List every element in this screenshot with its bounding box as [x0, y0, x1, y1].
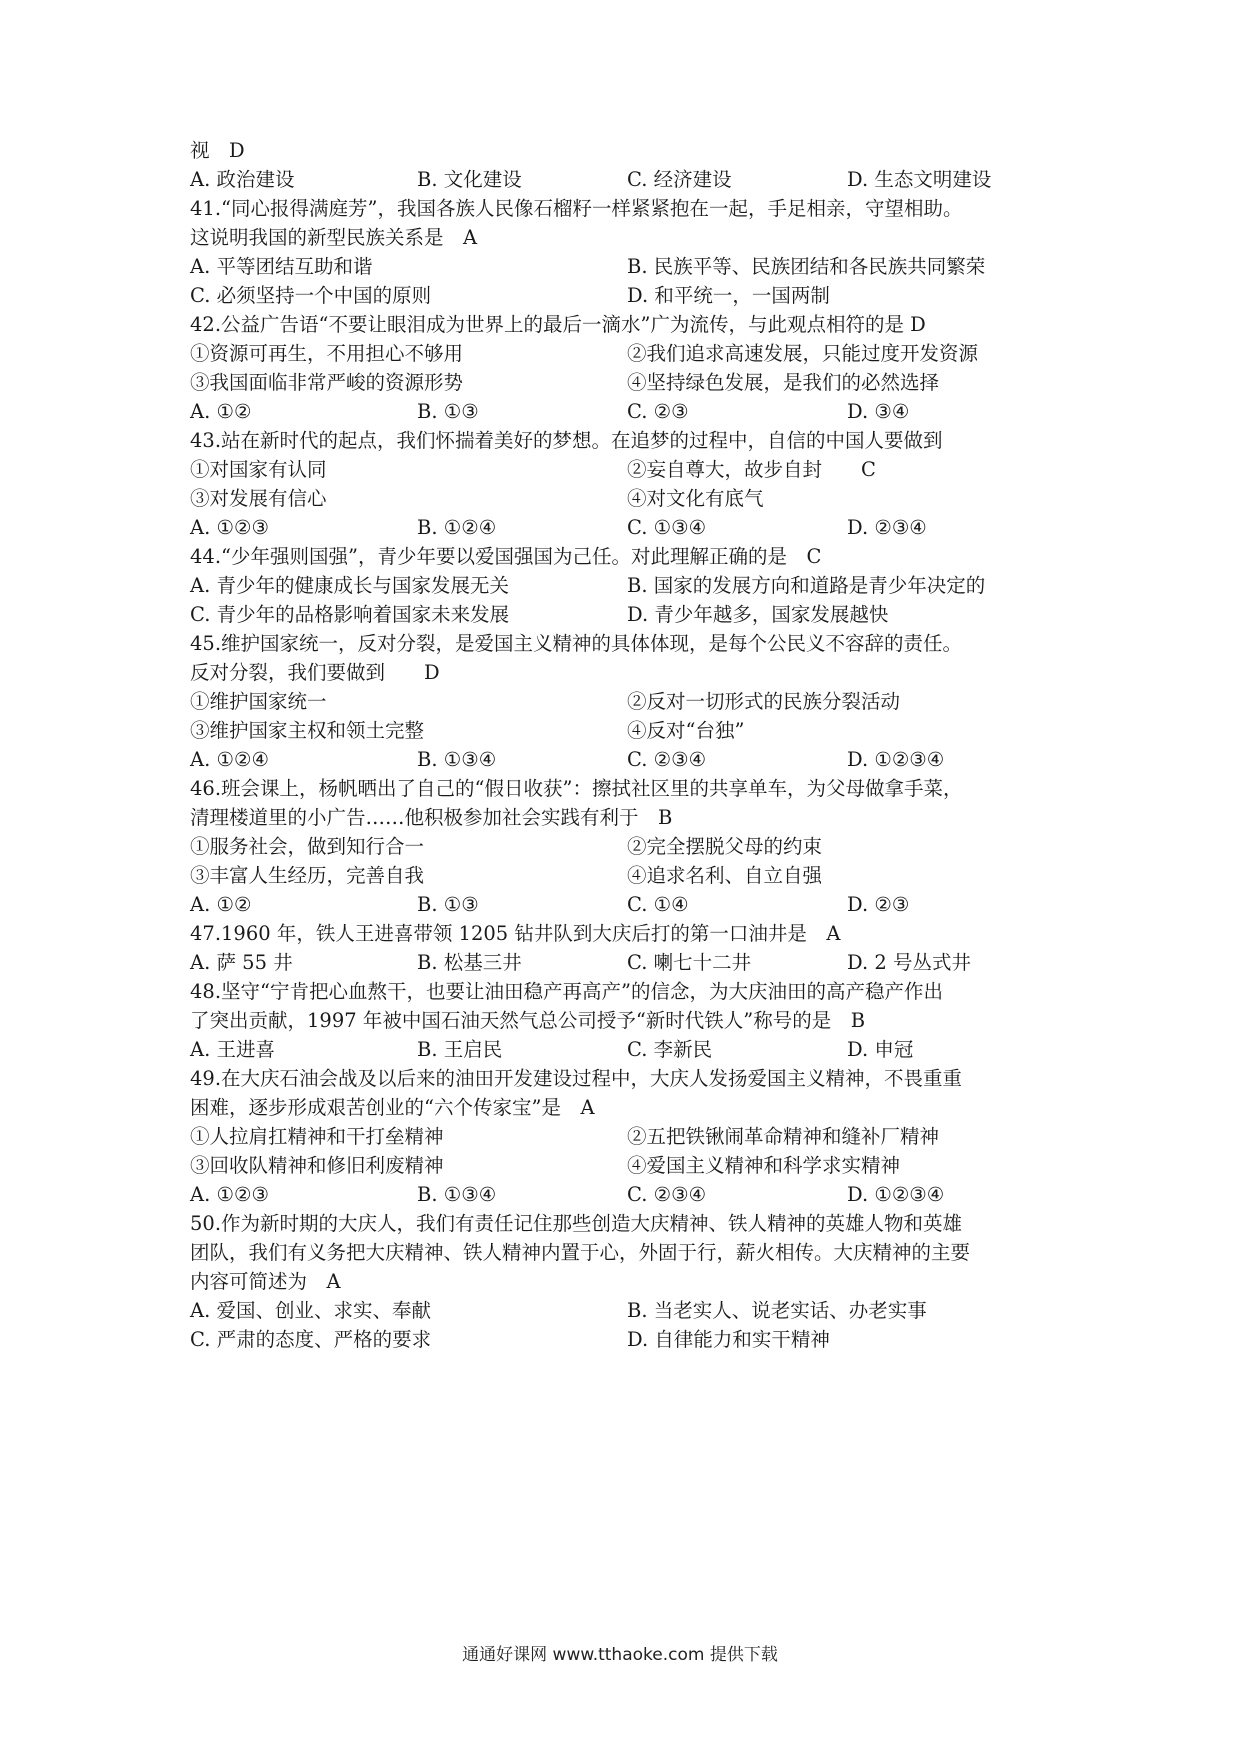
option-text: D. 自律能力和实干精神: [627, 1328, 830, 1351]
option-text: ①维护国家统一: [190, 690, 327, 713]
question-text: 47.1960 年，铁人王进喜带领 1205 钻井队到大庆后打的第一口油井是 A: [190, 922, 841, 945]
text-line: [190, 1093, 1070, 1123]
option-text: B. 王启民: [417, 1038, 503, 1061]
option-text: ③回收队精神和修旧利废精神: [190, 1154, 444, 1177]
question-text: 41.“同心报得满庭芳”，我国各族人民像石榴籽一样紧紧抱在一起，手足相亲，守望相助。: [190, 197, 963, 220]
text-line: [190, 1035, 1070, 1065]
text-line: [190, 1064, 1070, 1094]
option-text: B. 当老实人、说老实话、办老实事: [627, 1299, 927, 1322]
text-line: [190, 629, 1070, 659]
option-text: B. ①②④: [417, 516, 497, 539]
question-text: 视 D: [190, 139, 245, 162]
text-line: [190, 1180, 1070, 1210]
option-text: D. ①②③④: [847, 1183, 945, 1206]
text-line: [190, 716, 1070, 746]
option-text: ④对文化有底气: [627, 487, 764, 510]
text-line: [190, 919, 1070, 949]
text-line: [190, 484, 1070, 514]
option-text: B. 松基三井: [417, 951, 522, 974]
text-line: [190, 165, 1070, 195]
text-line: [190, 1296, 1070, 1326]
question-text: 反对分裂，我们要做到 D: [190, 661, 440, 684]
option-text: ②反对一切形式的民族分裂活动: [627, 690, 901, 713]
option-text: A. ①②③: [190, 1183, 269, 1206]
option-text: ①对国家有认同: [190, 458, 327, 481]
question-text: 内容可简述为 A: [190, 1270, 341, 1293]
text-line: [190, 977, 1070, 1007]
question-text: 了突出贡献，1997 年被中国石油天然气总公司授予“新时代铁人”称号的是 B: [190, 1009, 866, 1032]
option-text: D. ②③: [847, 893, 910, 916]
question-text: 团队，我们有义务把大庆精神、铁人精神内置于心，外固于行，薪火相传。大庆精神的主要: [190, 1241, 971, 1264]
text-line: [190, 223, 1070, 253]
option-text: D. ③④: [847, 400, 910, 423]
option-text: D. 青少年越多，国家发展越快: [627, 603, 889, 626]
text-line: [190, 455, 1070, 485]
option-text: D. 和平统一，一国两制: [627, 284, 830, 307]
text-line: [190, 687, 1070, 717]
text-line: [190, 745, 1070, 775]
question-text: 这说明我国的新型民族关系是 A: [190, 226, 478, 249]
text-line: [190, 658, 1070, 688]
option-text: D. ②③④: [847, 516, 927, 539]
option-text: D. 申冠: [847, 1038, 914, 1061]
question-text: 43.站在新时代的起点，我们怀揣着美好的梦想。在追梦的过程中，自信的中国人要做到: [190, 429, 943, 452]
text-line: [190, 397, 1070, 427]
option-text: ①服务社会，做到知行合一: [190, 835, 425, 858]
option-text: B. 国家的发展方向和道路是青少年决定的: [627, 574, 986, 597]
option-text: ③我国面临非常严峻的资源形势: [190, 371, 464, 394]
option-text: ③丰富人生经历，完善自我: [190, 864, 425, 887]
option-text: C. 经济建设: [627, 168, 732, 191]
text-line: [190, 513, 1070, 543]
text-line: [190, 252, 1070, 282]
text-line: [190, 571, 1070, 601]
question-text: 45.维护国家统一，反对分裂，是爱国主义精神的具体体现，是每个公民义不容辞的责任。: [190, 632, 963, 655]
option-text: B. ①③: [417, 400, 479, 423]
text-line: [190, 368, 1070, 398]
text-line: [190, 1122, 1070, 1152]
option-text: C. ②③④: [627, 748, 707, 771]
option-text: B. ①③: [417, 893, 479, 916]
option-text: C. 严肃的态度、严格的要求: [190, 1328, 432, 1351]
option-text: B. 文化建设: [417, 168, 522, 191]
text-line: [190, 542, 1070, 572]
text-line: [190, 774, 1070, 804]
option-text: ③维护国家主权和领土完整: [190, 719, 425, 742]
option-text: C. 必须坚持一个中国的原则: [190, 284, 432, 307]
option-text: A. 爱国、创业、求实、奉献: [190, 1299, 431, 1322]
text-line: [190, 1209, 1070, 1239]
option-text: A. 王进喜: [190, 1038, 275, 1061]
option-text: A. 政治建设: [190, 168, 295, 191]
option-text: D. 2 号丛式井: [847, 951, 971, 974]
text-line: [190, 1006, 1070, 1036]
option-text: C. ②③: [627, 400, 689, 423]
option-text: C. ①③④: [627, 516, 707, 539]
text-line: [190, 861, 1070, 891]
text-line: [190, 1151, 1070, 1181]
text-line: [190, 1267, 1070, 1297]
text-line: [190, 832, 1070, 862]
option-text: D. ①②③④: [847, 748, 945, 771]
text-line: [190, 194, 1070, 224]
option-text: B. ①③④: [417, 748, 497, 771]
question-text: 清理楼道里的小广告……他积极参加社会实践有利于 B: [190, 806, 673, 829]
text-line: [190, 1238, 1070, 1268]
option-text: A. ①②④: [190, 748, 269, 771]
question-text: 46.班会课上，杨帆晒出了自己的“假日收获”：擦拭社区里的共享单车，为父母做拿手菜，: [190, 777, 963, 800]
question-text: 48.坚守“宁肯把心血熬干，也要让油田稳产再高产”的信念，为大庆油田的高产稳产作出: [190, 980, 943, 1003]
question-text: 44.“少年强则国强”，青少年要以爱国强国为己任。对此理解正确的是 C: [190, 545, 822, 568]
option-text: A. 萨 55 井: [190, 951, 293, 974]
option-text: A. 平等团结互助和谐: [190, 255, 373, 278]
option-text: A. 青少年的健康成长与国家发展无关: [190, 574, 509, 597]
text-line: [190, 136, 1070, 166]
option-text: ③对发展有信心: [190, 487, 327, 510]
option-text: ④追求名利、自立自强: [627, 864, 823, 887]
option-text: ②我们追求高速发展，只能过度开发资源: [627, 342, 979, 365]
option-text: C. ①④: [627, 893, 689, 916]
question-text: 困难，逐步形成艰苦创业的“六个传家宝”是 A: [190, 1096, 595, 1119]
option-text: B. 民族平等、民族团结和各民族共同繁荣: [627, 255, 986, 278]
question-text: 49.在大庆石油会战及以后来的油田开发建设过程中，大庆人发扬爱国主义精神，不畏重重: [190, 1067, 963, 1090]
option-text: A. ①②③: [190, 516, 269, 539]
text-line: [190, 890, 1070, 920]
text-line: [190, 426, 1070, 456]
text-line: [190, 600, 1070, 630]
option-text: A. ①②: [190, 893, 252, 916]
question-text: 42.公益广告语“不要让眼泪成为世界上的最后一滴水”广为流传，与此观点相符的是 D: [190, 313, 926, 336]
option-text: ④坚持绿色发展，是我们的必然选择: [627, 371, 940, 394]
option-text: ②完全摆脱父母的约束: [627, 835, 823, 858]
option-text: ①人拉肩扛精神和干打垒精神: [190, 1125, 444, 1148]
text-line: [190, 948, 1070, 978]
option-text: A. ①②: [190, 400, 252, 423]
text-line: [190, 803, 1070, 833]
option-text: C. 喇七十二井: [627, 951, 752, 974]
option-text: ②五把铁锹闹革命精神和缝补厂精神: [627, 1125, 940, 1148]
option-text: ①资源可再生，不用担心不够用: [190, 342, 464, 365]
text-line: [190, 1325, 1070, 1355]
option-text: ②妄自尊大，故步自封 C: [627, 458, 876, 481]
text-line: [190, 281, 1070, 311]
text-line: [190, 310, 1070, 340]
option-text: ④爱国主义精神和科学求实精神: [627, 1154, 901, 1177]
option-text: B. ①③④: [417, 1183, 497, 1206]
option-text: C. ②③④: [627, 1183, 707, 1206]
option-text: D. 生态文明建设: [847, 168, 992, 191]
option-text: ④反对“台独”: [627, 719, 745, 742]
option-text: C. 李新民: [627, 1038, 713, 1061]
option-text: C. 青少年的品格影响着国家未来发展: [190, 603, 510, 626]
text-line: [190, 339, 1070, 369]
question-text: 50.作为新时期的大庆人，我们有责任记住那些创造大庆精神、铁人精神的英雄人物和英雄: [190, 1212, 963, 1235]
footer-download-note: 通通好课网 www.tthaoke.com 提供下载: [462, 1645, 778, 1665]
